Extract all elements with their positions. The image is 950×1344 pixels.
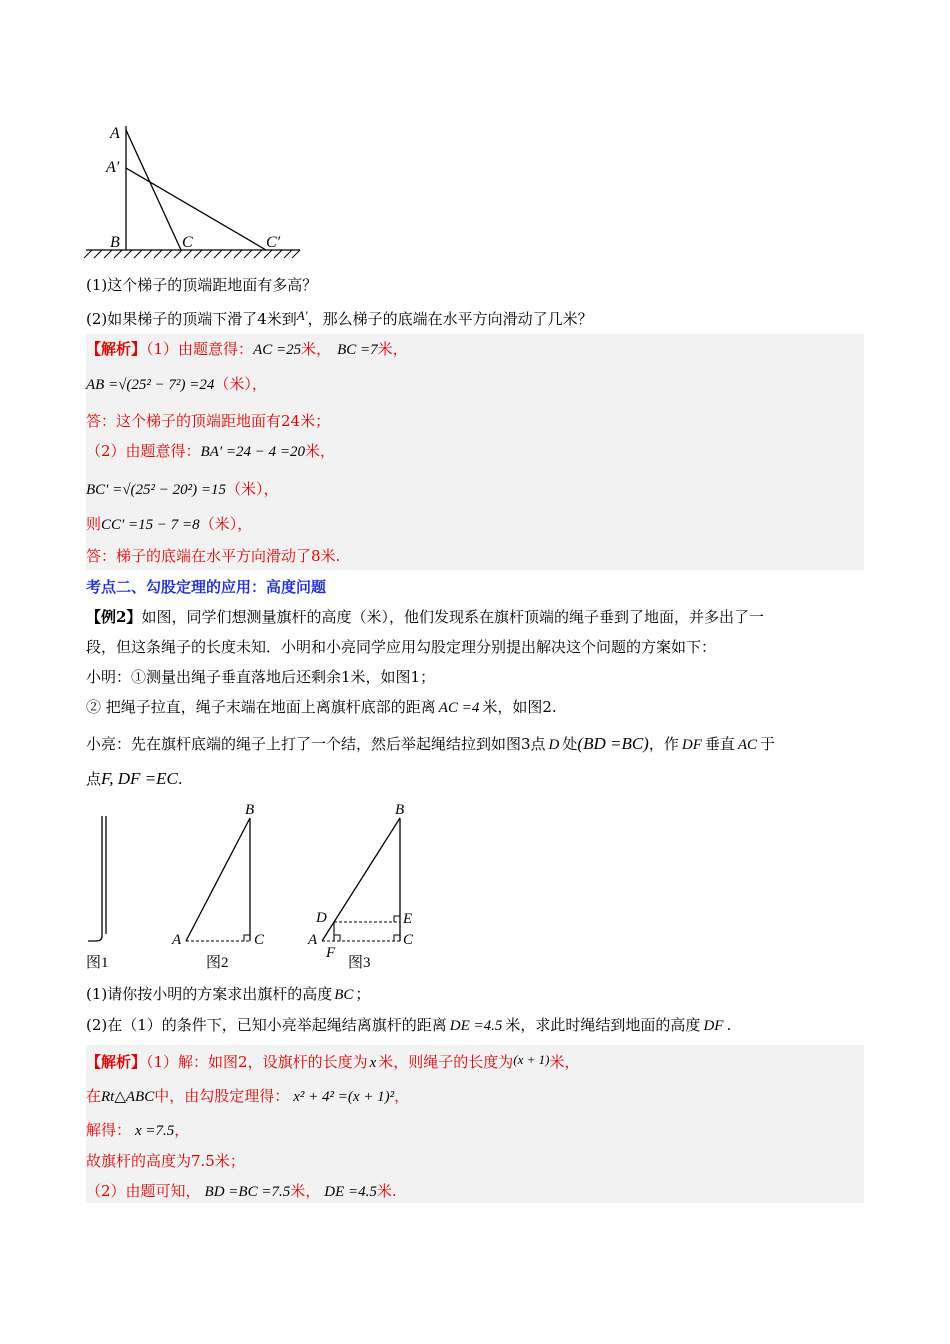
ex2-para-1 (86, 606, 764, 628)
sol2-l5a: （2）由题可知， (86, 1182, 201, 1200)
figure-2 (171, 802, 265, 948)
sol1-l1-unit-1: 米， (301, 340, 332, 358)
question-2-text-b: ，那么梯子的底端在水平方向滑动了几米？ (307, 310, 593, 328)
sol2-line-3 (86, 1119, 189, 1142)
sol2-tag: 【解析】 (86, 1053, 147, 1071)
sol2-line-4: 故旗杆的高度为7.5米； (86, 1152, 245, 1170)
ex2-p5d: 垂直 (704, 735, 735, 753)
sol2-l3-math: x =7.5 (135, 1123, 175, 1139)
question-3-math: BC (334, 987, 354, 1003)
sol1-line-6 (86, 513, 252, 536)
sol1-l1-text: （1）由题意得： (146, 340, 254, 358)
question-4-math-2: DF (703, 1018, 724, 1034)
ground-hatching (84, 250, 300, 258)
label-c: C (182, 234, 193, 251)
sol2-l2a: 在 (86, 1087, 102, 1105)
ex2-p5-math-3: DF (681, 737, 702, 753)
question-3-text-b: ； (355, 985, 371, 1003)
ladder-figure (82, 118, 306, 268)
ex2-p6b: . (177, 770, 183, 788)
label-b: B (110, 234, 120, 251)
sol2-line-5 (86, 1180, 397, 1203)
sol1-l6-math: CC′ =15 − 7 =8 (101, 517, 200, 533)
figure-1-caption: 图1 (86, 955, 109, 971)
question-2-text-a: (2)如果梯子的顶端下滑了4米到 (86, 310, 297, 328)
sol1-l6-unit: （米）， (199, 515, 253, 533)
ex2-para-4 (86, 696, 557, 719)
sol1-l1-math-1: AC =25 (253, 342, 302, 358)
sol2-l3a: 解得： (86, 1121, 132, 1139)
sol2-l2-math-1: Rt△ABC (101, 1089, 155, 1105)
ex2-p6a: 点 (86, 770, 102, 788)
question-2-a-prime: A′ (296, 308, 308, 323)
sol1-l4-text: （2）由题意得： (86, 442, 201, 460)
sol2-l3b: ， (174, 1121, 190, 1139)
ex2-p5-math-4: AC (737, 737, 758, 753)
ex2-p4b: 米，如图2. (482, 698, 557, 716)
fig3-label-e: E (403, 911, 413, 927)
label-a: A (110, 125, 120, 142)
question-1: (1)这个梯子的顶端距地面有多高？ (86, 276, 318, 294)
question-3 (86, 983, 370, 1006)
sol1-l2-unit: （米）， (214, 375, 267, 393)
figure-2-caption: 图2 (206, 955, 229, 971)
sol2-line-1 (86, 1049, 580, 1074)
sol1-l1-unit-2: 米， (377, 340, 408, 358)
label-a-prime: A′ (106, 159, 120, 176)
sol2-l1b: 米，则绳子的长度为 (378, 1053, 514, 1071)
figure-3 (307, 802, 414, 961)
ex2-p5a: 小亮：先在旗杆底端的绳子上打了一个结，然后举起绳结拉到如图3点 (86, 735, 546, 753)
ex2-p4a: ② 把绳子拉直，绳子末端在地面上离旗杆底部的距离 (86, 698, 436, 716)
ex2-p4-math: AC =4 (438, 700, 480, 716)
sol1-l2-math: AB =√(25² − 7²) =24 (86, 377, 215, 393)
fig3-label-a: A (308, 932, 318, 948)
sol1-line-4 (86, 440, 335, 463)
question-4-math-1: DE =4.5 (449, 1018, 503, 1034)
question-3-text-a: (1)请你按小明的方案求出旗杆的高度 (86, 985, 333, 1003)
sol1-line-3: 答：这个梯子的顶端距地面有24米； (86, 412, 331, 430)
sol2-l1-math-2: (x + 1) (513, 1052, 550, 1067)
ladder-line-a2c2 (126, 168, 266, 250)
ex2-para-5 (86, 733, 775, 756)
fig3-label-f: F (326, 945, 336, 961)
ex2-p5b: 处 (562, 735, 578, 753)
sol2-l5-math-1: BD =BC =7.5 (204, 1184, 291, 1200)
sol2-l5b: 米， (290, 1182, 321, 1200)
sol1-line-5 (86, 478, 279, 501)
sol1-l4-math: BA′ =24 − 4 =20 (200, 444, 306, 460)
ex2-p6-math: F, DF =EC (101, 769, 178, 788)
question-4-text-a: (2)在（1）的条件下，已知小亮举起绳结离旗杆的距离 (86, 1016, 447, 1034)
fig3-label-b: B (395, 802, 405, 818)
section-heading-2: 考点二、勾股定理的应用：高度问题 (86, 578, 327, 596)
fig3-label-d: D (316, 910, 327, 926)
sol2-l2-math-2: x² + 4² =(x + 1)² (293, 1089, 395, 1105)
ex2-p1: 如图，同学们想测量旗杆的高度（米），他们发现系在旗杆顶端的绳子垂到了地面，并多出了一 (141, 608, 764, 626)
fig2-label-a: A (172, 932, 182, 948)
question-4-text-b: 米，求此时绳结到地面的高度 (505, 1016, 701, 1034)
flagpole-figures (82, 798, 432, 976)
sol2-l1c: 米， (549, 1053, 580, 1071)
sol2-l5-math-2: DE =4.5 (324, 1184, 377, 1200)
sol1-tag: 【解析】 (86, 340, 147, 358)
figure-3-caption: 图3 (348, 955, 371, 971)
sol1-line-1 (86, 338, 408, 361)
sol2-l2c: ， (394, 1087, 410, 1105)
question-2 (86, 305, 593, 330)
ex2-p5c: ，作 (648, 735, 679, 753)
ex2-para-3: 小明：①测量出绳子垂直落地后还剩余1米，如图1； (86, 668, 436, 686)
sol2-line-2 (86, 1085, 409, 1108)
ex2-p5-math-2: (BD =BC) (577, 734, 649, 753)
question-4-text-c: . (726, 1016, 732, 1034)
fig3-label-c: C (403, 932, 414, 948)
sol2-l5c: 米. (376, 1182, 397, 1200)
ex2-tag: 【例2】 (86, 608, 142, 626)
sol1-l6-text: 则 (86, 515, 102, 533)
ladder-line-ac (126, 130, 181, 250)
sol1-line-2 (86, 373, 267, 396)
fig2-label-b: B (245, 802, 255, 818)
ex2-para-6 (86, 768, 183, 790)
sol1-l1-math-2: BC =7 (337, 342, 378, 358)
sol1-line-7: 答：梯子的底端在水平方向滑动了8米. (86, 547, 341, 565)
sol1-l5-math: BC′ =√(25² − 20²) =15 (86, 482, 227, 498)
ex2-p5-math-1: D (548, 737, 560, 753)
figure-1 (88, 816, 106, 941)
sol1-l4-unit: 米， (305, 442, 336, 460)
sol1-l5-unit: （米）， (226, 480, 279, 498)
ex2-para-2: 段，但这条绳子的长度未知．小明和小亮同学应用勾股定理分别提出解决这个问题的方案如下： (86, 638, 717, 656)
ex2-p5e: 于 (760, 735, 776, 753)
fig2-label-c: C (254, 932, 265, 948)
sol2-l1-math-1: x (369, 1055, 377, 1071)
question-4 (86, 1014, 731, 1037)
sol2-l1a: （1）解：如图2，设旗杆的长度为 (146, 1053, 368, 1071)
label-c-prime: C′ (266, 234, 281, 251)
sol2-l2b: 中，由勾股定理得： (154, 1087, 290, 1105)
